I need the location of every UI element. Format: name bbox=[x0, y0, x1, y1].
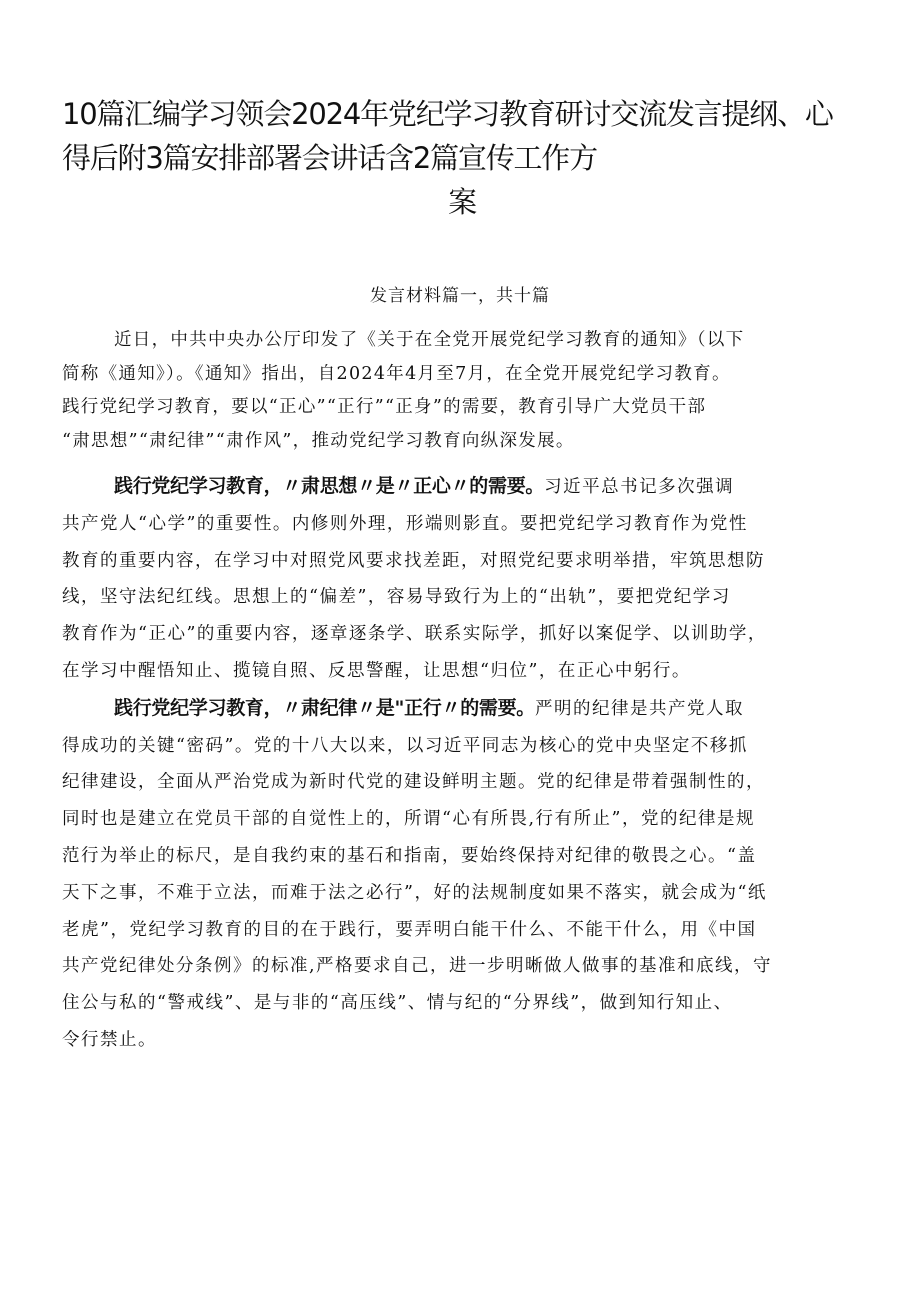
paragraph-3-line: 同时也是建立在党员干部的自觉性上的，所谓“心有所畏,行有所止”，党的纪律是规 bbox=[62, 809, 755, 830]
paragraph-3-lead: 践行党纪学习教育，〃肃纪律〃是"正行〃的需要。 bbox=[114, 696, 536, 719]
title-line-2: 得后附3篇安排部署会讲话含2篇宣传工作方 bbox=[62, 141, 597, 175]
paragraph-3-line: 令行禁止。 bbox=[62, 1029, 157, 1050]
paragraph-1-line: 践行党纪学习教育，要以“正心”“正行”“正身”的需要，教育引导广大党员干部 bbox=[62, 397, 707, 417]
paragraph-2-first-line-rest: 习近平总书记多次强调 bbox=[544, 477, 735, 497]
paragraph-2-line: 线，坚守法纪红线。思想上的“偏差”，容易导致行为上的“出轨”，要把党纪学习 bbox=[62, 587, 731, 608]
document-title bbox=[62, 92, 882, 224]
paragraph-3-first-line-rest: 严明的纪律是共产党人取 bbox=[535, 698, 745, 719]
paragraph-3 bbox=[62, 690, 862, 1059]
paragraph-2-line: 教育作为“正心”的重要内容，逐章逐条学、联系实际学，抓好以案促学、以训助学， bbox=[62, 624, 767, 645]
paragraph-3-line: 天下之事，不难于立法，而难于法之必行”，好的法规制度如果不落实，就会成为“纸 bbox=[62, 882, 767, 903]
paragraph-3-line: 得成功的关键“密码”。党的十八大以来，以习近平同志为核心的党中央坚定不移抓 bbox=[62, 735, 748, 756]
paragraph-2-line: 在学习中醒悟知止、揽镜自照、反思警醒，让思想“归位”，在正心中躬行。 bbox=[62, 660, 691, 681]
paragraph-3-line: 共产党纪律处分条例》的标准,严格要求自己，进一步明晰做人做事的基准和底线，守 bbox=[62, 956, 773, 977]
document-body bbox=[62, 324, 862, 1059]
paragraph-1 bbox=[62, 324, 862, 458]
paragraph-1-line: 近日，中共中央办公厅印发了《关于在全党开展党纪学习教育的通知》（以下 bbox=[114, 330, 745, 350]
section-heading: 发言材料篇一，共十篇 bbox=[370, 286, 550, 306]
title-line-3: 案 bbox=[448, 185, 476, 219]
paragraph-3-line: 范行为举止的标尺，是自我约束的基石和指南，要始终保持对纪律的敬畏之心。“盖 bbox=[62, 845, 757, 866]
paragraph-2 bbox=[62, 468, 862, 690]
paragraph-1-line: “肃思想”“肃纪律”“肃作风”，推动党纪学习教育向纵深发展。 bbox=[62, 430, 575, 451]
paragraph-2-first-line bbox=[62, 468, 862, 506]
paragraph-2-line: 教育的重要内容，在学习中对照党风要求找差距，对照党纪要求明举措，牢筑思想防 bbox=[62, 550, 765, 571]
paragraph-3-first-line bbox=[62, 690, 862, 728]
paragraph-2-line: 共产党人“心学”的重要性。内修则外理，形端则影直。要把党纪学习教育作为党性 bbox=[62, 513, 748, 534]
title-line-1: 10篇汇编学习领会2024年党纪学习教育研讨交流发言提纲、心 bbox=[62, 97, 833, 131]
paragraph-1-line: 简称《通知》）。《通知》指出，自2024年4月至7月，在全党开展党纪学习教育。 bbox=[62, 363, 731, 384]
paragraph-3-line: 住公与私的“警戒线”、是与非的“高压线”、情与纪的“分界线”，做到知行知止、 bbox=[62, 993, 733, 1014]
paragraph-3-line: 老虎”，党纪学习教育的目的在于践行，要弄明白能干什么、不能干什么，用《中国 bbox=[62, 919, 757, 940]
paragraph-3-line: 纪律建设，全面从严治党成为新时代党的建设鲜明主题。党的纪律是带着强制性的， bbox=[62, 772, 765, 793]
paragraph-2-lead: 践行党纪学习教育，〃肃思想〃是〃正心〃的需要。 bbox=[114, 475, 545, 497]
